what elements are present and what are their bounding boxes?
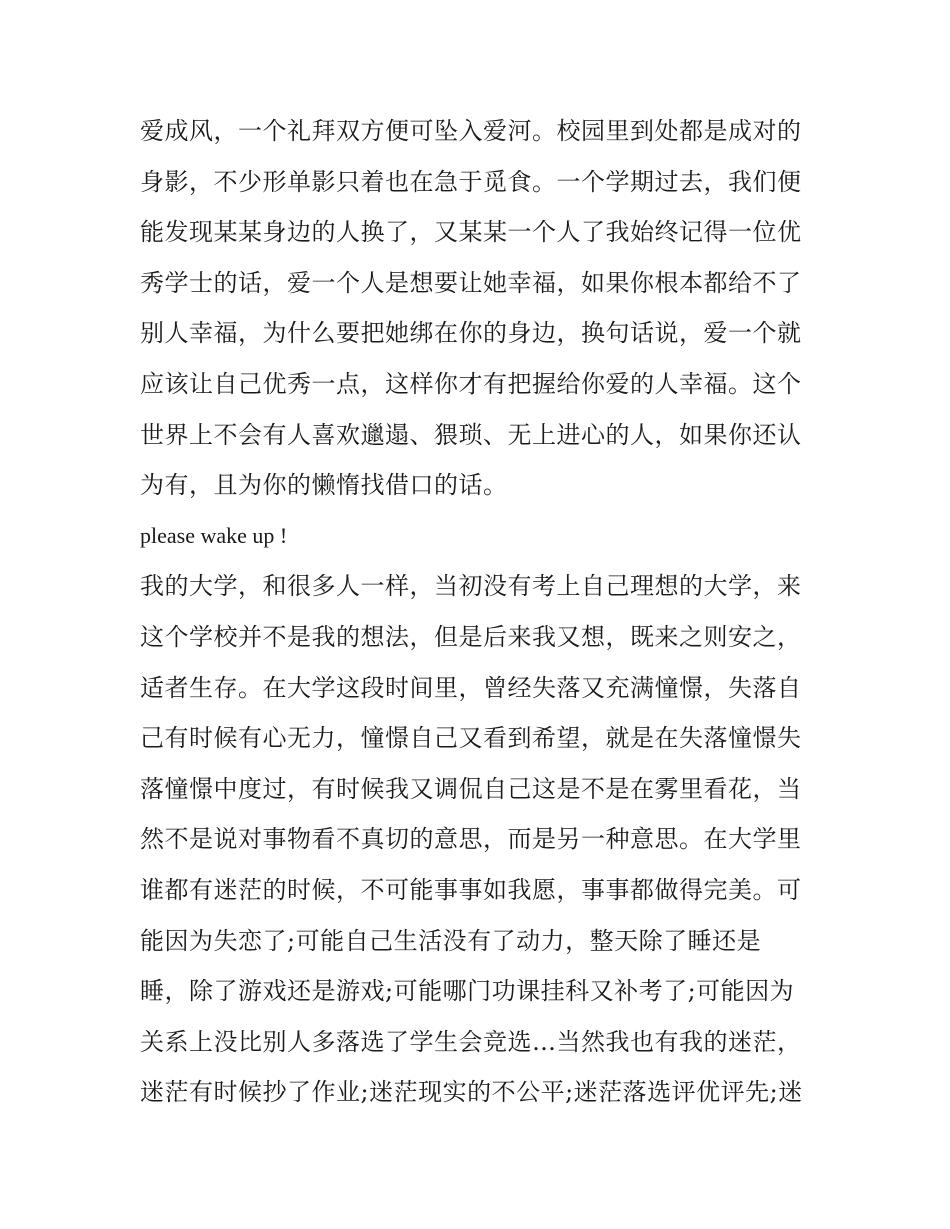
text-line: 能因为失恋了;可能自己生活没有了动力，整天除了睡还是: [140, 926, 762, 955]
text-line: 这个学校并不是我的想法，但是后来我又想，既来之则安之，: [140, 622, 802, 651]
text-line: 世界上不会有人喜欢邋遢、猥琐、无上进心的人，如果你还认: [140, 420, 802, 449]
body-text: [140, 106, 820, 1118]
text-line: 适者生存。在大学这段时间里，曾经失落又充满憧憬，失落自: [140, 673, 802, 702]
text-line: 然不是说对事物看不真切的意思，而是另一种意思。在大学里: [140, 825, 802, 854]
text-line: 己有时候有心无力，憧憬自己又看到希望，就是在失落憧憬失: [140, 724, 802, 753]
text-line: 落憧憬中度过，有时候我又调侃自己这是不是在雾里看花，当: [140, 774, 802, 803]
text-line: 身影，不少形单影只着也在急于觅食。一个学期过去，我们便: [140, 167, 802, 196]
text-line: 睡，除了游戏还是游戏;可能哪门功课挂科又补考了;可能因为: [140, 977, 795, 1006]
text-line: 我的大学，和很多人一样，当初没有考上自己理想的大学，来: [140, 572, 802, 601]
text-line: 为有，且为你的懒惰找借口的话。: [140, 471, 508, 500]
text-line-english: please wake up !: [140, 522, 288, 548]
text-line: 应该让自己优秀一点，这样你才有把握给你爱的人幸福。这个: [140, 369, 802, 398]
text-line: 爱成风，一个礼拜双方便可坠入爱河。校园里到处都是成对的: [140, 117, 802, 145]
text-line: 别人幸福，为什么要把她绑在你的身边，换句话说，爱一个就: [140, 319, 802, 348]
text-line: 关系上没比别人多落选了学生会竞选…当然我也有我的迷茫，: [140, 1027, 802, 1056]
text-line: 秀学士的话，爱一个人是想要让她幸福，如果你根本都给不了: [140, 268, 802, 297]
text-line: 能发现某某身边的人换了，又某某一个人了我始终记得一位优: [140, 218, 802, 247]
text-line: 迷茫有时候抄了作业;迷茫现实的不公平;迷茫落选评优评先;迷: [140, 1078, 803, 1107]
text-line: 谁都有迷茫的时候，不可能事事如我愿，事事都做得完美。可: [140, 875, 802, 904]
